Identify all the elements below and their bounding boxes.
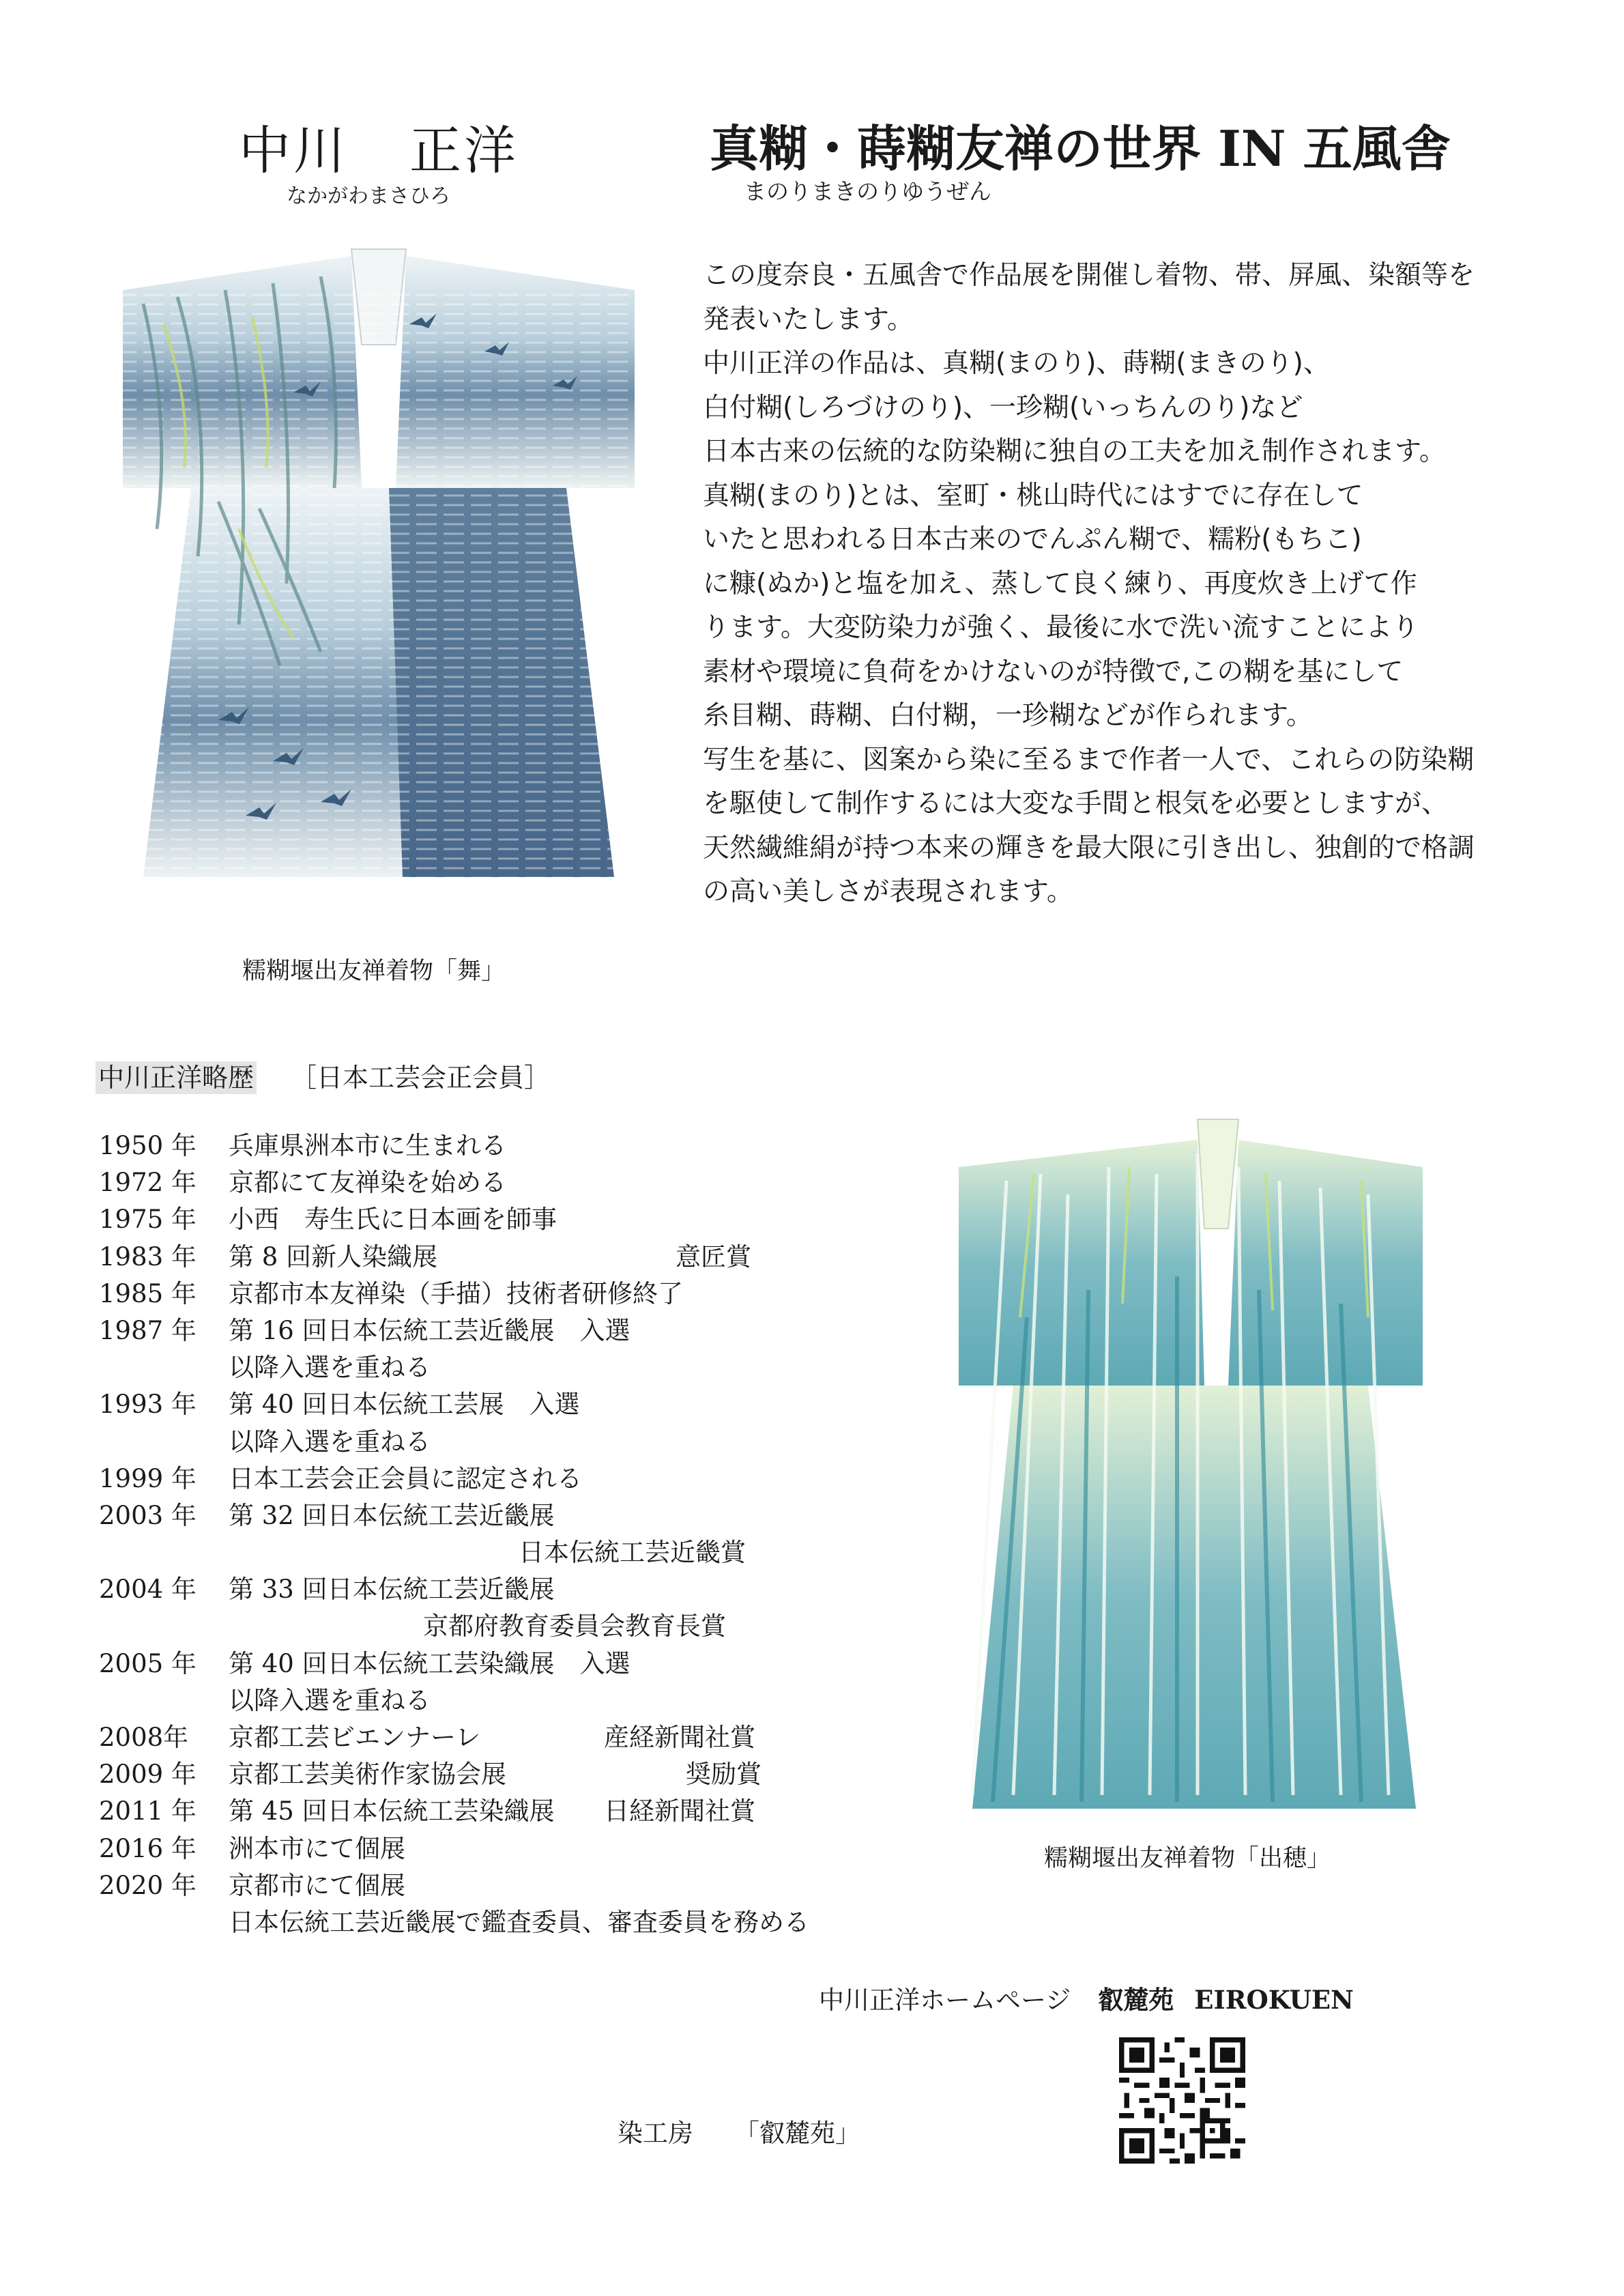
description-line: 糸目糊、蒔糊、白付糊，一珍糊などが作られます。 xyxy=(703,700,1313,731)
qr-code[interactable] xyxy=(1119,2037,1245,2164)
biography-year: 2009 年 xyxy=(99,1760,197,1790)
biography-row xyxy=(99,1532,952,1568)
biography-year: 1983 年 xyxy=(99,1242,197,1272)
biography-event: 第 40 回日本伝統工芸展 入選 xyxy=(229,1390,580,1420)
description-line: に糠(ぬか)と塩を加え、蒸して良く練り、再度炊き上げて作 xyxy=(703,568,1417,599)
biography-year: 2016 年 xyxy=(99,1833,197,1863)
biography-row xyxy=(99,1162,952,1199)
biography-row xyxy=(99,1902,952,1938)
description-line: この度奈良・五風舎で作品展を開催し着物、帯、屏風、染額等を xyxy=(703,260,1475,291)
description-line: の高い美しさが表現されます。 xyxy=(703,876,1073,907)
biography-event: 京都市にて個展 xyxy=(229,1870,405,1900)
biography-row xyxy=(99,1828,952,1865)
brand-name-latin: EIROKUEN xyxy=(1194,1985,1354,2015)
biography-row xyxy=(99,1199,952,1235)
biography-row xyxy=(99,1753,952,1790)
biography-event: 第 16 回日本伝統工芸近畿展 入選 xyxy=(229,1315,630,1345)
biography-award: 産経新聞社賞 xyxy=(604,1723,755,1752)
biography-event: 京都にて友禅染を始める xyxy=(229,1168,506,1198)
biography-row xyxy=(99,1273,952,1310)
biography-row xyxy=(99,1125,952,1162)
brand-name: 叡麓苑 xyxy=(1098,1985,1174,2015)
biography-event: 第 40 回日本伝統工芸染織展 入選 xyxy=(229,1648,630,1678)
description-line: 天然繊維絹が持つ本来の輝きを最大限に引き出し、独創的で格調 xyxy=(703,832,1475,863)
artist-name xyxy=(239,109,519,184)
studio-line xyxy=(618,2112,860,2149)
artist-given-name: 正洋 xyxy=(409,120,519,181)
biography-year: 2005 年 xyxy=(99,1648,197,1678)
biography-award: 日本伝統工芸近畿賞 xyxy=(519,1538,746,1568)
biography-title: 中川正洋略歴 xyxy=(96,1061,257,1094)
description-line: ります。大変防染力が強く、最後に水で洗い流すことにより xyxy=(703,612,1419,643)
homepage-line xyxy=(819,1979,1354,2016)
biography-year: 1950 年 xyxy=(99,1131,197,1160)
description-line: 真糊(まのり)とは、室町・桃山時代にはすでに存在して xyxy=(703,480,1363,511)
biography-event: 第 8 回新人染織展 xyxy=(229,1242,438,1272)
biography-row xyxy=(99,1865,952,1902)
biography-row xyxy=(99,1717,952,1753)
biography-row xyxy=(99,1680,952,1717)
biography-year: 1987 年 xyxy=(99,1315,197,1345)
artist-name-reading: なかがわまさひろ xyxy=(287,184,450,208)
biography-year: 2003 年 xyxy=(99,1500,197,1530)
biography-event: 第 45 回日本伝統工芸染織展 xyxy=(229,1796,555,1826)
biography-row xyxy=(99,1458,952,1495)
description-line: 日本古来の伝統的な防染糊に独自の工夫を加え制作されます。 xyxy=(703,436,1446,467)
biography-event: 以降入選を重ねる xyxy=(229,1685,431,1715)
biography-year: 2011 年 xyxy=(99,1796,197,1826)
biography-year: 1975 年 xyxy=(99,1205,197,1235)
exhibition-title-reading: まのりまきのりゆうぜん xyxy=(744,178,991,205)
biography-year: 1993 年 xyxy=(99,1390,197,1420)
studio-name: 「叡麓苑」 xyxy=(734,2119,860,2148)
description-line: 白付糊(しろづけのり)、一珍糊(いっちんのり)など xyxy=(703,392,1303,423)
kimono-shussui-image xyxy=(952,1113,1430,1822)
description-line: いたと思われる日本古来のでんぷん糊で、糯粉(もちこ) xyxy=(703,524,1362,555)
biography-award: 日経新聞社賞 xyxy=(604,1796,755,1826)
description-line: 中川正洋の作品は、真糊(まのり)、蒔糊(まきのり)、 xyxy=(703,348,1330,379)
biography-row xyxy=(99,1347,952,1383)
kimono-mai-image xyxy=(116,242,641,898)
exhibition-description xyxy=(703,254,1583,915)
kimono-mai-caption: 糯糊堰出友禅着物「舞」 xyxy=(242,958,506,985)
biography-year: 2020 年 xyxy=(99,1870,197,1900)
biography-row xyxy=(99,1605,952,1642)
biography-row xyxy=(99,1495,952,1532)
biography-list xyxy=(99,1125,952,1938)
kimono-shussui-caption: 糯糊堰出友禅着物「出穂」 xyxy=(1044,1845,1331,1872)
biography-event: 京都工芸ビエンナーレ xyxy=(229,1723,481,1752)
biography-event: 以降入選を重ねる xyxy=(229,1353,431,1383)
biography-event: 日本工芸会正会員に認定される xyxy=(229,1463,582,1493)
biography-year: 1985 年 xyxy=(99,1278,197,1308)
biography-award: 奨励賞 xyxy=(686,1760,762,1790)
biography-event: 小西 寿生氏に日本画を師事 xyxy=(229,1205,557,1235)
biography-row xyxy=(99,1790,952,1827)
biography-event: 京都工芸美術作家協会展 xyxy=(229,1760,506,1790)
description-line: を駆使して制作するには大変な手間と根気を必要としますが、 xyxy=(703,788,1449,819)
artist-family-name: 中川 xyxy=(239,120,348,181)
biography-row xyxy=(99,1383,952,1420)
biography-event: 日本伝統工芸近畿展で鑑査委員、審査委員を務める xyxy=(229,1907,809,1937)
homepage-label: 中川正洋ホームページ xyxy=(819,1985,1071,2015)
biography-row xyxy=(99,1421,952,1458)
description-line: 素材や環境に負荷をかけないのが特徴で,この糊を基にして xyxy=(703,656,1404,687)
biography-year: 1999 年 xyxy=(99,1463,197,1493)
biography-year: 1972 年 xyxy=(99,1168,197,1198)
biography-year: 2008年 xyxy=(99,1723,189,1752)
biography-heading xyxy=(96,1057,550,1094)
biography-event: 京都市本友禅染（手描）技術者研修終了 xyxy=(229,1278,683,1308)
biography-event: 以降入選を重ねる xyxy=(229,1426,431,1456)
exhibition-title: 真糊・蒔糊友禅の世界 IN 五風舎 xyxy=(710,119,1451,177)
biography-event: 第 33 回日本伝統工芸近畿展 xyxy=(229,1575,555,1605)
biography-row xyxy=(99,1236,952,1273)
biography-event: 兵庫県洲本市に生まれる xyxy=(229,1131,506,1160)
studio-label: 染工房 xyxy=(618,2119,693,2148)
biography-row xyxy=(99,1643,952,1680)
biography-row xyxy=(99,1568,952,1605)
description-line: 発表いたします。 xyxy=(703,304,914,335)
biography-award: 意匠賞 xyxy=(676,1242,751,1272)
membership-label: ［日本工芸会正会員］ xyxy=(291,1063,551,1093)
biography-award: 京都府教育委員会教育長賞 xyxy=(423,1611,726,1641)
description-line: 写生を基に、図案から染に至るまで作者一人で、これらの防染糊 xyxy=(703,744,1475,775)
biography-row xyxy=(99,1310,952,1347)
biography-event: 第 32 回日本伝統工芸近畿展 xyxy=(229,1500,555,1530)
biography-event: 洲本市にて個展 xyxy=(229,1833,405,1863)
biography-year: 2004 年 xyxy=(99,1575,197,1605)
